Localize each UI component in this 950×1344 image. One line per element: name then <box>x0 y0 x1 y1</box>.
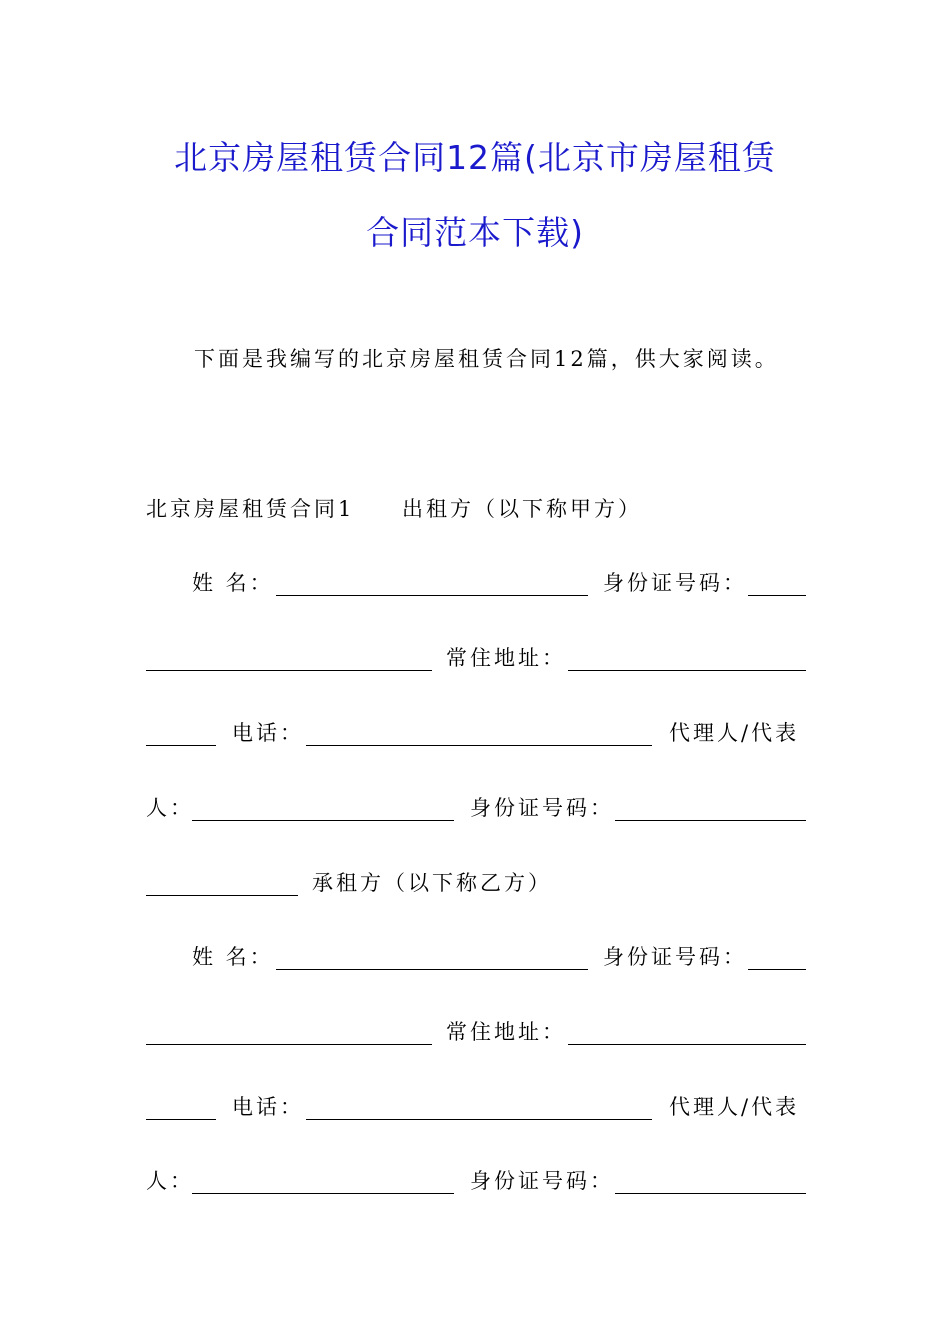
party-b-phone-row <box>146 1092 806 1122</box>
party-a-agent-id-label: 身份证号码： <box>470 796 614 820</box>
party-b-agent-row <box>146 1166 806 1196</box>
contract-heading-line <box>146 494 806 524</box>
party-b-phone-label: 电话： <box>232 1095 304 1119</box>
contract-heading: 北京房屋租赁合同1 <box>146 497 355 521</box>
document-title-line-1: 北京房屋租赁合同12篇(北京市房屋租赁 <box>174 138 776 177</box>
party-b-id-blank-end <box>146 1044 432 1045</box>
party-b-phone-blank <box>306 1119 652 1120</box>
party-a-agent-id-blank <box>615 820 806 821</box>
party-b-name-label: 姓 名： <box>192 945 274 969</box>
party-a-name-blank <box>276 595 588 596</box>
party-b-agent-label-1: 代理人/代表 <box>669 1095 800 1119</box>
party-a-agent-id-blank-end <box>146 895 298 896</box>
party-a-phone-blank <box>306 745 652 746</box>
party-b-name-blank <box>276 969 588 970</box>
party-b-agent-id-label: 身份证号码： <box>470 1169 614 1193</box>
party-b-address-row <box>146 1017 806 1047</box>
intro-line <box>146 344 806 374</box>
party-a-phone-label: 电话： <box>232 721 304 745</box>
party-b-agent-id-blank <box>615 1193 806 1194</box>
party-b-name-row <box>146 942 806 972</box>
intro-paragraph: 下面是我编写的北京房屋租赁合同12篇，供大家阅读。 <box>194 347 779 371</box>
party-a-address-row <box>146 643 806 673</box>
party-b-heading: 承租方（以下称乙方） <box>312 871 552 895</box>
party-a-agent-label-2: 人： <box>146 796 194 820</box>
party-a-id-blank-end <box>146 670 432 671</box>
party-a-heading: 出租方（以下称甲方） <box>402 497 642 521</box>
party-b-address-blank <box>568 1044 806 1045</box>
party-a-agent-blank <box>192 820 454 821</box>
party-a-name-row <box>146 568 806 598</box>
party-b-id-blank-start <box>748 969 806 970</box>
party-a-phone-row <box>146 718 806 748</box>
party-a-id-label: 身份证号码： <box>603 571 747 595</box>
party-b-id-label: 身份证号码： <box>603 945 747 969</box>
party-b-address-blank-end <box>146 1119 216 1120</box>
document-title-line-2: 合同范本下载) <box>366 213 584 252</box>
party-a-address-label: 常住地址： <box>446 646 566 670</box>
party-a-id-blank-start <box>748 595 806 596</box>
party-b-address-label: 常住地址： <box>446 1020 566 1044</box>
party-a-agent-row <box>146 793 806 823</box>
party-a-name-label: 姓 名： <box>192 571 274 595</box>
party-a-agent-label-1: 代理人/代表 <box>669 721 800 745</box>
party-b-agent-label-2: 人： <box>146 1169 194 1193</box>
party-b-agent-blank <box>192 1193 454 1194</box>
party-b-heading-row <box>146 868 806 898</box>
party-a-address-blank <box>568 670 806 671</box>
party-a-address-blank-end <box>146 745 216 746</box>
